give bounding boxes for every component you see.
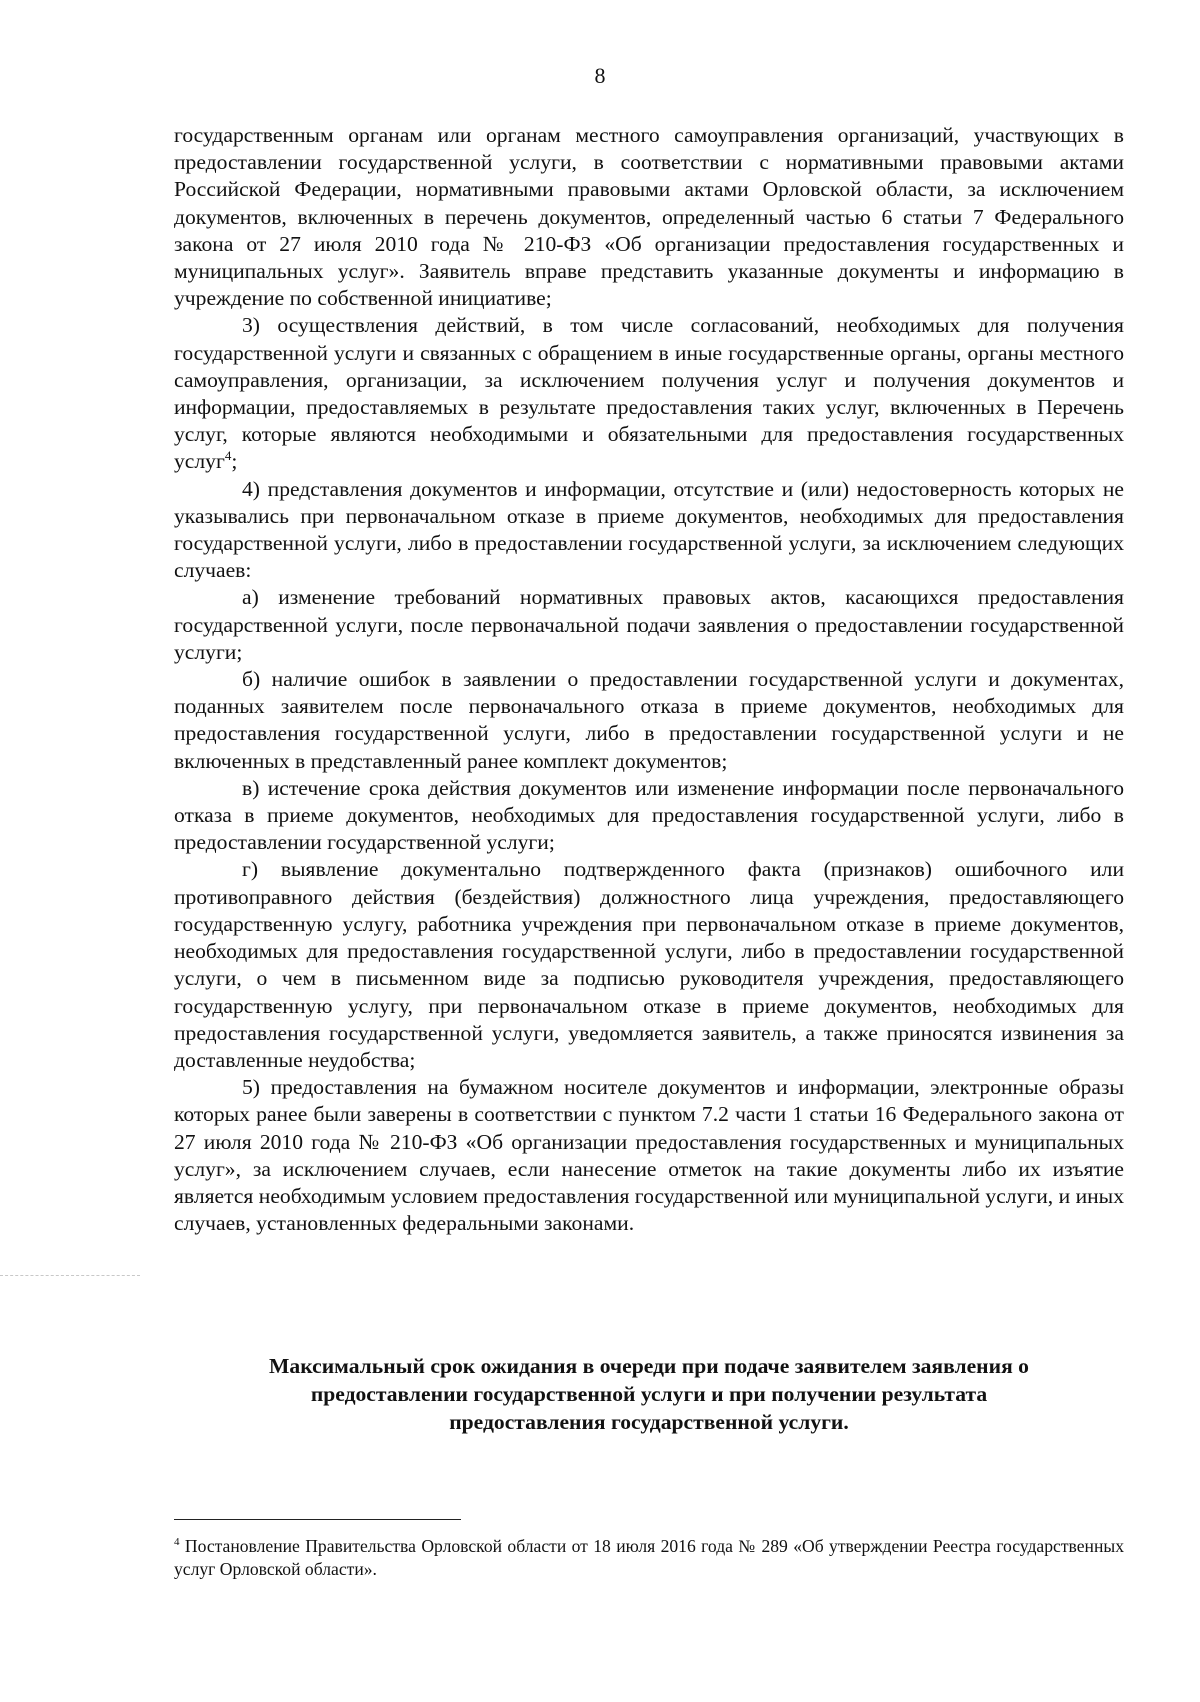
paragraph-subitem-a: а) изменение требований нормативных правовых актов, касающихся предоставления государственной услуги, после первоначальной подачи заявления о предоставлении государственной услуги; (174, 585, 1124, 664)
scan-artifact-line (0, 1275, 140, 1276)
footnote (174, 1535, 1124, 1581)
heading-line: предоставления государственной услуги. (449, 1410, 849, 1434)
paragraph-item-5: 5) предоставления на бумажном носителе документов и информации, электронные образы которых ранее были заверены в соответствии с пунктом 7.2 части 1 статьи 16 Федерального закона от 27 июля 2010 года № 210-ФЗ «Об организации предоставления государственных и муниципальных услуг», за исключением случаев, если нанесение отметок на такие документы либо их изъятие является необходимым условием предоставления государственной или муниципальной услуги, и иных случаев, установленных федеральными законами. (174, 1075, 1124, 1236)
footnote-text: Постановление Правительства Орловской области от 18 июля 2016 года № 289 «Об утверждении Реестра государственных услуг Орловской области». (174, 1536, 1124, 1579)
paragraph-item-4: 4) представления документов и информации, отсутствие и (или) недостоверность которых не указывались при первоначальном отказе в приеме документов, необходимых для предоставления государственной услуги, либо в предоставлении государственной услуги, за исключением следующих случаев: (174, 476, 1124, 583)
footnote-text-block (174, 1535, 1124, 1581)
footnote-separator (174, 1519, 461, 1520)
document-body (174, 122, 1124, 1237)
footnote-marker: 4 (174, 1536, 180, 1549)
paragraph-subitem-v: в) истечение срока действия документов или изменение информации после первоначального отказа в приеме документов, необходимых для предоставления государственной услуги, либо в предоставлении государственной услуги; (174, 775, 1124, 855)
heading-line: предоставлении государственной услуги и при получении результата (310, 1382, 988, 1406)
paragraph-continuation: государственным органам или органам местного самоуправления организаций, участвующих в предоставлении государственной услуги, в соответствии с нормативными правовыми актами Российской Федерации, нормативными правовыми актами Орловской области, за исключением документов, включенных в перечень документов, определенный частью 6 статьи 7 Федерального закона от 27 июля 2010 года № 210-ФЗ «Об организации предоставления государственных и муниципальных услуг». Заявитель вправе представить указанные документы и информацию в учреждение по собственной инициативе; (174, 123, 1124, 311)
heading-line: Максимальный срок ожидания в очереди при подаче заявителем заявления о (269, 1354, 1029, 1378)
paragraph-item-3 (174, 312, 1124, 475)
footnote-reference: 4 (224, 448, 232, 464)
paragraph-tail: ; (231, 449, 238, 474)
paragraph-subitem-g: г) выявление документально подтвержденного факта (признаков) ошибочного или противоправного действия (бездействия) должностного лица учреждения, предоставляющего государственную услугу, работника учреждения при первоначальном отказе в приеме документов, необходимых для предоставления государственной услуги, либо в предоставлении государственной услуги, о чем в письменном виде за подписью руководителя учреждения, предоставляющего государственную услугу, при первоначальном отказе в приеме документов, необходимых для предоставления государственной услуги, уведомляется заявитель, а также приносятся извинения за доставленные неудобства; (174, 857, 1124, 1072)
paragraph-subitem-b: б) наличие ошибок в заявлении о предоставлении государственной услуги и документах, поданных заявителем после первоначального отказа в приеме документов, необходимых для предоставления государственной услуги, либо в предоставлении государственной услуги и не включенных в представленный ранее комплект документов; (174, 667, 1124, 773)
page-number: 8 (594, 63, 606, 88)
section-heading (174, 1352, 1124, 1436)
paragraph-text: 3) осуществления действий, в том числе согласований, необходимых для получения государственной услуги и связанных с обращением в иные государственные органы, органы местного самоуправления, организации, за исключением получения услуг и получения документов и информации, предоставляемых в результате предоставления таких услуг, включенных в Перечень услуг, которые являются необходимыми и обязательными для предоставления государственных услуг (174, 313, 1124, 474)
